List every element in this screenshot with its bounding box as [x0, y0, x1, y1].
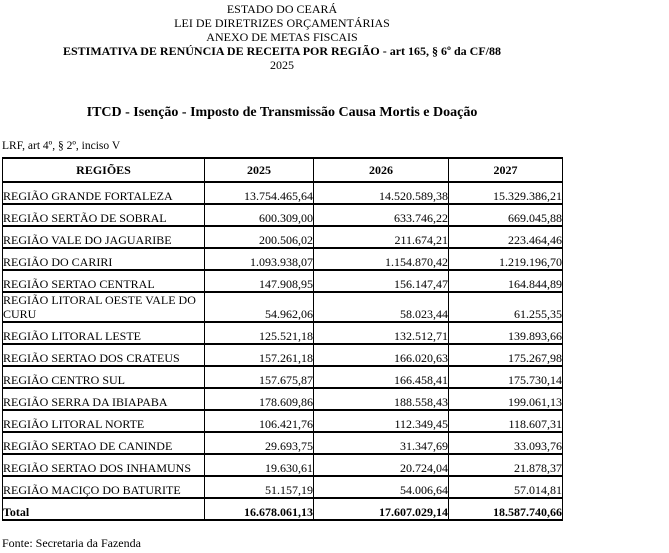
- header-line-annex: ANEXO DE METAS FISCAIS: [206, 30, 358, 44]
- table-row: [3, 322, 563, 344]
- value-cell: 132.512,71: [314, 322, 449, 344]
- value-cell: 139.893,66: [449, 322, 563, 344]
- value-cell: 33.093,76: [449, 432, 563, 454]
- value-cell: 106.421,76: [205, 410, 314, 432]
- value-cell: 13.754.465,64: [205, 182, 314, 204]
- region-cell: REGIÃO VALE DO JAGUARIBE: [3, 226, 205, 248]
- table-row: [3, 292, 563, 322]
- region-cell: REGIÃO SERTÃO DE SOBRAL: [3, 204, 205, 226]
- total-value-2025: 16.678.061,13: [205, 498, 314, 520]
- table-row: [3, 410, 563, 432]
- value-cell: 600.309,00: [205, 204, 314, 226]
- table-row: [3, 366, 563, 388]
- table-row: [3, 182, 563, 204]
- value-cell: 14.520.589,38: [314, 182, 449, 204]
- table-row: [3, 204, 563, 226]
- value-cell: 178.609,86: [205, 388, 314, 410]
- value-cell: 147.908,95: [205, 270, 314, 292]
- header-line-estimate: ESTIMATIVA DE RENÚNCIA DE RECEITA POR REGIÃO - art 165, § 6º da CF/88: [62, 44, 501, 58]
- value-cell: 1.154.870,42: [314, 248, 449, 270]
- value-cell: 669.045,88: [449, 204, 563, 226]
- table-row: [3, 270, 563, 292]
- region-cell: REGIÃO LITORAL NORTE: [3, 410, 205, 432]
- value-cell: 19.630,61: [205, 454, 314, 476]
- value-cell: 21.878,37: [449, 454, 563, 476]
- value-cell: 20.724,04: [314, 454, 449, 476]
- document-title: ITCD - Isenção - Imposto de Transmissão Causa Mortis e Doação: [86, 105, 478, 120]
- region-cell: REGIÃO CENTRO SUL: [3, 366, 205, 388]
- region-cell: REGIÃO GRANDE FORTALEZA: [3, 182, 205, 204]
- table-row: [3, 454, 563, 476]
- value-cell: 199.061,13: [449, 388, 563, 410]
- value-cell: 1.219.196,70: [449, 248, 563, 270]
- total-label: Total: [3, 498, 205, 520]
- value-cell: 54.962,06: [205, 292, 314, 322]
- value-cell: 157.675,87: [205, 366, 314, 388]
- header-line-state: ESTADO DO CEARÁ: [226, 2, 338, 16]
- value-cell: 29.693,75: [205, 432, 314, 454]
- table-row: [3, 248, 563, 270]
- value-cell: 112.349,45: [314, 410, 449, 432]
- value-cell: 175.730,14: [449, 366, 563, 388]
- region-cell: REGIÃO LITORAL OESTE VALE DO CURU: [3, 292, 205, 322]
- table-body: [3, 182, 563, 498]
- region-cell: REGIÃO SERRA DA IBIAPABA: [3, 388, 205, 410]
- value-cell: 118.607,31: [449, 410, 563, 432]
- column-header-2027: 2027: [449, 158, 563, 182]
- value-cell: 58.023,44: [314, 292, 449, 322]
- region-cell: REGIÃO LITORAL LESTE: [3, 322, 205, 344]
- value-cell: 200.506,02: [205, 226, 314, 248]
- table-row: [3, 344, 563, 366]
- column-header-regions: REGIÕES: [3, 158, 205, 182]
- value-cell: 211.674,21: [314, 226, 449, 248]
- value-cell: 164.844,89: [449, 270, 563, 292]
- region-cell: REGIÃO SERTAO DE CANINDE: [3, 432, 205, 454]
- value-cell: 31.347,69: [314, 432, 449, 454]
- value-cell: 1.093.938,07: [205, 248, 314, 270]
- total-value-2026: 17.607.029,14: [314, 498, 449, 520]
- legal-note: LRF, art 4º, § 2º, inciso V: [2, 140, 121, 152]
- region-cell: REGIÃO DO CARIRI: [3, 248, 205, 270]
- value-cell: 166.458,41: [314, 366, 449, 388]
- value-cell: 166.020,63: [314, 344, 449, 366]
- column-header-2025: 2025: [205, 158, 314, 182]
- region-cell: REGIÃO SERTAO CENTRAL: [3, 270, 205, 292]
- header-year: 2025: [270, 58, 294, 72]
- value-cell: 61.255,35: [449, 292, 563, 322]
- region-cell: REGIÃO SERTAO DOS INHAMUNS: [3, 454, 205, 476]
- total-row: [3, 498, 563, 520]
- source-note: Fonte: Secretaria da Fazenda: [2, 536, 141, 550]
- value-cell: 15.329.386,21: [449, 182, 563, 204]
- document-header: [2, 2, 562, 72]
- table-row: [3, 432, 563, 454]
- value-cell: 156.147,47: [314, 270, 449, 292]
- estimates-table: [2, 157, 563, 521]
- value-cell: 223.464,46: [449, 226, 563, 248]
- value-cell: 188.558,43: [314, 388, 449, 410]
- table-header-row: [3, 158, 563, 182]
- region-cell: REGIÃO SERTAO DOS CRATEUS: [3, 344, 205, 366]
- value-cell: 57.014,81: [449, 476, 563, 498]
- value-cell: 157.261,18: [205, 344, 314, 366]
- value-cell: 175.267,98: [449, 344, 563, 366]
- value-cell: 51.157,19: [205, 476, 314, 498]
- value-cell: 54.006,64: [314, 476, 449, 498]
- header-line-law: LEI DE DIRETRIZES ORÇAMENTÁRIAS: [174, 16, 390, 30]
- value-cell: 125.521,18: [205, 322, 314, 344]
- total-value-2027: 18.587.740,66: [449, 498, 563, 520]
- region-cell: REGIÃO MACIÇO DO BATURITE: [3, 476, 205, 498]
- table-row: [3, 226, 563, 248]
- column-header-2026: 2026: [314, 158, 449, 182]
- table-row: [3, 388, 563, 410]
- table-row: [3, 476, 563, 498]
- value-cell: 633.746,22: [314, 204, 449, 226]
